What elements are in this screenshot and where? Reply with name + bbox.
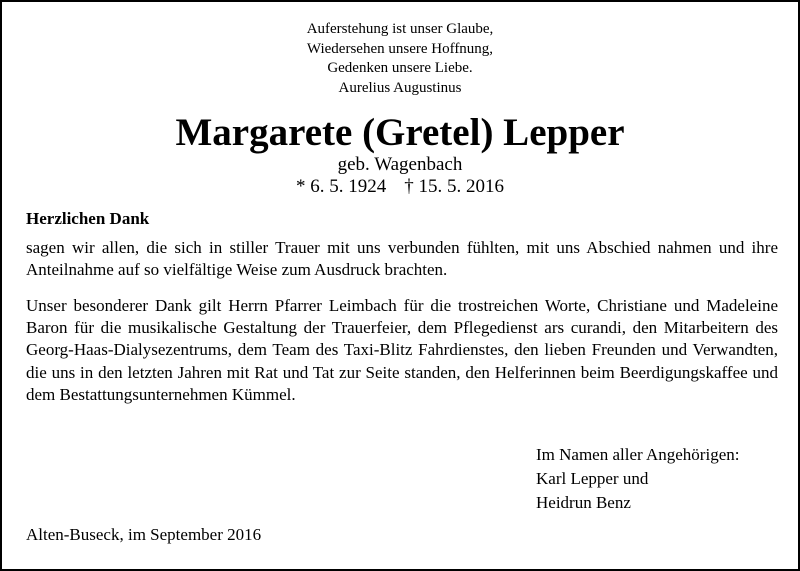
birth-date: * 6. 5. 1924: [296, 176, 387, 197]
signature-block: [536, 443, 739, 515]
quote-author: Aurelius Augustinus: [338, 79, 462, 96]
signature-name: Heidrun Benz: [536, 493, 631, 512]
signature-intro: Im Namen aller Angehörigen:: [536, 445, 740, 464]
death-date: † 15. 5. 2016: [404, 176, 504, 197]
thanks-heading: Herzlichen Dank: [26, 209, 150, 228]
special-thanks-paragraph: Unser besonderer Dank gilt Herrn Pfarrer Leimbach für die trostreichen Worte, Christiane und Madeleine Baron für die musikalische Gestaltung der Trauerfeier, dem Pflegedienst ars curandi, den Mitarbeitern des Georg-Haas-Dialysezentrums, dem Team des Taxi-Blitz Fahrdienstes, den lieben Freunden und Verwandten, die uns in den letzten Jahren mit Rat und Tat zur Seite standen, den Helferinnen beim Beerdigungskaffee und dem Bestattungsunternehmen Kümmel.: [26, 296, 778, 404]
memorial-quote: [2, 20, 798, 98]
life-dates: [2, 176, 798, 198]
thanks-paragraph: sagen wir allen, die sich in stiller Trauer mit uns verbunden fühlten, mit uns Abschied nahmen und ihre Anteilnahme auf so vielfältige Weise zum Ausdruck brachten.: [26, 238, 778, 280]
quote-line: Wiedersehen unsere Hoffnung,: [306, 40, 494, 57]
quote-line: Auferstehung ist unser Glaube,: [306, 21, 494, 37]
place-date: Alten-Buseck, im September 2016: [26, 525, 262, 544]
deceased-name: Margarete (Gretel) Lepper: [175, 111, 625, 154]
signature-name: Karl Lepper und: [536, 469, 649, 488]
birth-name: geb. Wagenbach: [337, 154, 463, 175]
quote-line: Gedenken unsere Liebe.: [327, 60, 473, 76]
